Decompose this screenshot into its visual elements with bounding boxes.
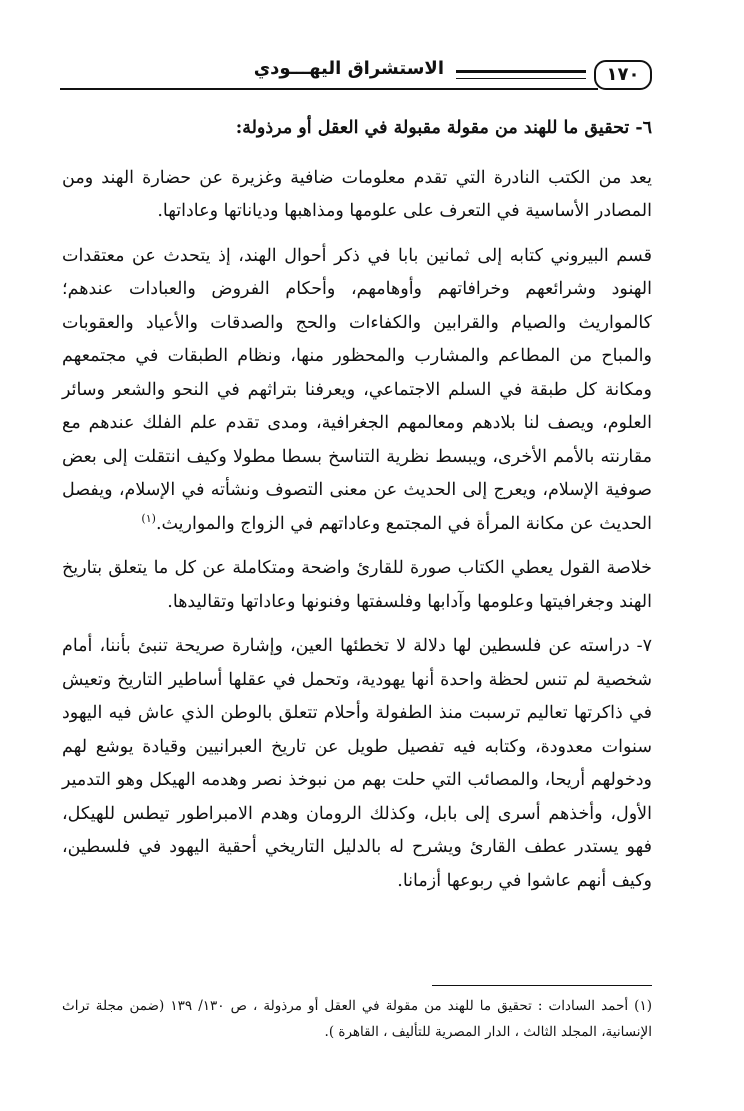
paragraph: خلاصة القول يعطي الكتاب صورة للقارئ واضحة ومتكاملة عن كل ما يتعلق بتاريخ الهند وجغرافيتها وعلومها وآدابها وفلسفتها وفنونها وعاداتها وتقاليدها. (62, 558, 652, 612)
footnote-divider (432, 985, 652, 986)
header-rule-thick (456, 70, 586, 73)
footnote: (١) أحمد السادات : تحقيق ما للهند من مقولة في العقل أو مرذولة ، ص ١٣٠/ ١٣٩ (ضمن مجلة تراث الإنسانية، المجلد الثالث ، الدار المصرية للتأليف ، القاهرة ). (62, 998, 652, 1040)
paragraph: يعد من الكتب النادرة التي تقدم معلومات ضافية وغزيرة عن حضارة الهند ومن المصادر الأساسية في التعرف على علومها ومذاهبها ودياناتها وعاداتها. (62, 167, 652, 221)
page-header (60, 58, 652, 90)
section-heading: ٦- تحقيق ما للهند من مقولة مقبولة في العقل أو مرذولة: (235, 118, 652, 138)
header-rule-thin (456, 78, 586, 79)
paragraph-text: قسم البيروني كتابه إلى ثمانين بابا في ذكر أحوال الهند، إذ يتحدث عن معتقدات الهنود وشرائعهم وخرافاتهم وأوهامهم، وأحكام الفروض والعبادات عندهم؛ كالمواريث والصيام والقرابين والكفاءات والحج والصدقات والأعياد والعقوبات والمباح من المطاعم والمشارب والمحظور منها، ونظام الطبقات في مجتمعهم ومكانة كل طبقة في السلم الاجتماعي، ويعرفنا بتراثهم في النحو والشعر وسائر العلوم، ويصف لنا بلادهم ومعالمهم الجغرافية، ومدى تقدم علم الفلك عندهم مع مقارنته بالأمم الأخرى، ويبسط نظرية التناسخ بسطا مطولا وكيف انتقلت إلى بعض صوفية الإسلام، ويعرج إلى الحديث عن معنى التصوف ونشأته في الإسلام، ويفصل الحديث عن مكانة المرأة في المجتمع وعاداتهم في الزواج والمواريث. (62, 245, 652, 534)
paragraph (62, 240, 652, 542)
footnote-reference[interactable]: (١) (141, 511, 156, 525)
header-underline (60, 88, 598, 90)
paragraph: ٧- دراسته عن فلسطين لها دلالة لا تخطئها العين، وإشارة صريحة تنبئ بأننا، أمام شخصية لم تنس لحظة واحدة أنها يهودية، وتحمل في عقلها أساطير التاريخ وتعيش في ذاكرتها تعاليم ترسبت منذ الطفولة وأحلام تتعلق بالوطن الذي عاش فيه اليهود سنوات معدودة، وكتابه فيه تفصيل طويل عن تاريخ العبرانيين وقيادة يوشع لهم ودخولهم أريحا، والمصائب التي حلت بهم من نبوخذ نصر وهدمه الهيكل وهو التدمير الأول، وأخذهم أسرى إلى بابل، وكذلك الرومان وهدم الامبراطور تيطس للهيكل، فهو يستدر عطف القارئ ويشرح له بالدليل التاريخي أحقية اليهود في فلسطين، وكيف أنهم عاشوا في ربوعها أزمانا. (62, 636, 652, 891)
running-title: الاستشراق اليهـــودي (253, 58, 444, 79)
page-number: ١٧٠ (594, 60, 652, 90)
page-body (62, 112, 652, 909)
